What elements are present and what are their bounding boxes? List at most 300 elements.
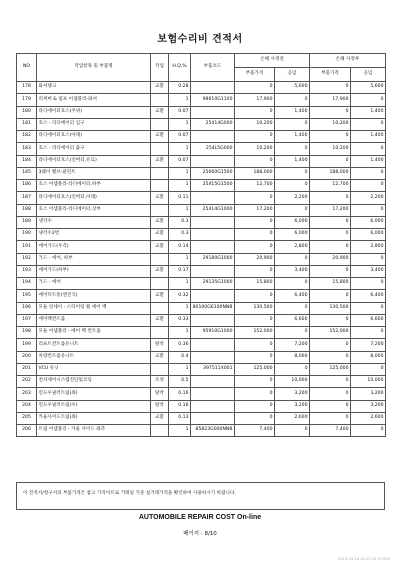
row-work: 교환 <box>151 290 169 302</box>
row-no: 185 <box>17 167 37 179</box>
row-after-labor: 0 <box>351 425 386 437</box>
row-no: 183 <box>17 143 37 155</box>
row-no: 191 <box>17 241 37 253</box>
row-before-labor: 0 <box>275 302 310 314</box>
row-before-labor: 3,200 <box>275 400 310 412</box>
row-after-parts-price: 188,000 <box>310 167 351 179</box>
row-part-code <box>191 400 235 412</box>
row-after-parts-price: 10,200 <box>310 143 351 155</box>
row-work <box>151 363 169 375</box>
table-row <box>17 376 386 388</box>
row-hq: 0.07 <box>169 155 191 167</box>
row-before-parts-price: 0 <box>235 192 275 204</box>
row-before-labor: 10,000 <box>275 376 310 388</box>
row-hq: 1 <box>169 253 191 265</box>
table-row <box>17 167 386 179</box>
row-after-labor: 7,200 <box>351 339 386 351</box>
row-part-code: 29180G1000 <box>191 253 235 265</box>
table-row <box>17 94 386 106</box>
row-hq: 1 <box>169 204 191 216</box>
row-hq: 1 <box>169 167 191 179</box>
table-row <box>17 82 386 94</box>
row-item: 윈도우필러트림(우) <box>37 400 151 412</box>
row-work <box>151 278 169 290</box>
row-hq: 0.14 <box>169 241 191 253</box>
header-work: 작업 <box>151 54 169 82</box>
row-work: 교환 <box>151 412 169 424</box>
row-hq: 0.3 <box>169 216 191 228</box>
row-work <box>151 327 169 339</box>
row-before-labor: 0 <box>275 327 310 339</box>
row-before-labor: 0 <box>275 143 310 155</box>
header-row-1 <box>17 54 386 68</box>
row-before-labor: 2,800 <box>275 241 310 253</box>
row-hq: 1 <box>169 425 191 437</box>
row-no: 178 <box>17 82 37 94</box>
row-item: 전자제어시스템진단및코딩 <box>37 376 151 388</box>
row-after-labor: 3,200 <box>351 400 386 412</box>
row-after-parts-price: 0 <box>310 290 351 302</box>
row-hq: 0.28 <box>169 82 191 94</box>
row-before-labor: 6,000 <box>275 229 310 241</box>
row-hq: 0.16 <box>169 388 191 400</box>
row-no: 182 <box>17 131 37 143</box>
row-item: VCU 유닛 <box>37 363 151 375</box>
row-work <box>151 94 169 106</box>
row-part-code: 85823G000NNB <box>191 425 235 437</box>
row-part-code <box>191 131 235 143</box>
row-no: 206 <box>17 425 37 437</box>
row-before-parts-price: 12,700 <box>235 180 275 192</box>
row-after-parts-price: 152,000 <box>310 327 351 339</box>
row-part-code <box>191 388 235 400</box>
row-no: 201 <box>17 363 37 375</box>
row-hq: 0.11 <box>169 192 191 204</box>
row-after-parts-price: 17,200 <box>310 204 351 216</box>
row-item: 트림 어셈블리 - 카울 사이드 좌측 <box>37 425 151 437</box>
row-after-labor: 0 <box>351 253 386 265</box>
row-before-parts-price: 188,000 <box>235 167 275 179</box>
table-row <box>17 400 386 412</box>
row-after-parts-price: 0 <box>310 229 351 241</box>
row-before-labor: 3,200 <box>275 388 310 400</box>
row-before-labor: 0 <box>275 363 310 375</box>
row-hq: 1 <box>169 180 191 192</box>
table-row <box>17 192 386 204</box>
row-after-parts-price: 7,400 <box>310 425 351 437</box>
row-no: 200 <box>17 351 37 363</box>
row-no: 192 <box>17 253 37 265</box>
row-work: 교환 <box>151 351 169 363</box>
row-after-parts-price: 125,000 <box>310 363 351 375</box>
header-before-parts-price: 부품가격 <box>235 68 275 82</box>
table-row <box>17 302 386 314</box>
row-after-labor: 10,000 <box>351 376 386 388</box>
row-before-labor: 1,400 <box>275 131 310 143</box>
page-number: 페이지 : 8/10 <box>183 531 217 537</box>
row-after-parts-price: 0 <box>310 106 351 118</box>
row-no: 196 <box>17 302 37 314</box>
row-no: 181 <box>17 118 37 130</box>
row-part-code <box>191 412 235 424</box>
row-after-parts-price: 0 <box>310 82 351 94</box>
row-no: 184 <box>17 155 37 167</box>
row-work: 교환 <box>151 106 169 118</box>
table-row <box>17 351 386 363</box>
table-row <box>17 314 386 326</box>
table-row <box>17 388 386 400</box>
table-row <box>17 327 386 339</box>
table-row <box>17 278 386 290</box>
row-before-parts-price: 0 <box>235 400 275 412</box>
row-before-parts-price: 15,800 <box>235 278 275 290</box>
estimate-table <box>16 53 386 437</box>
row-part-code: 29135G1000 <box>191 278 235 290</box>
row-after-labor: 0 <box>351 302 386 314</box>
row-hq: 1 <box>169 143 191 155</box>
row-before-labor: 6,400 <box>275 290 310 302</box>
row-after-parts-price: 0 <box>310 376 351 388</box>
row-before-labor: 1,400 <box>275 106 310 118</box>
header-no: NO <box>17 54 37 82</box>
row-no: 202 <box>17 376 37 388</box>
row-before-labor: 6,000 <box>275 216 310 228</box>
row-work: 교환 <box>151 265 169 277</box>
row-before-labor: 0 <box>275 118 310 130</box>
row-no: 189 <box>17 216 37 228</box>
row-before-labor: 3,400 <box>275 265 310 277</box>
row-hq: 0.3 <box>169 229 191 241</box>
row-no: 180 <box>17 106 37 118</box>
table-row <box>17 143 386 155</box>
table-row <box>17 216 386 228</box>
row-after-labor: 2,200 <box>351 192 386 204</box>
row-part-code: 25414G000 <box>191 118 235 130</box>
row-hq: 1 <box>169 327 191 339</box>
row-part-code <box>191 265 235 277</box>
table-row <box>17 180 386 192</box>
row-hq: 1 <box>169 278 191 290</box>
row-before-labor: 2,600 <box>275 412 310 424</box>
row-hq: 0.36 <box>169 339 191 351</box>
table-row <box>17 412 386 424</box>
row-item: 에어가드(우측) <box>37 241 151 253</box>
row-before-parts-price: 20,900 <box>235 253 275 265</box>
row-item: 라디에이터호스(인버터,유료) <box>37 155 151 167</box>
row-after-labor: 1,400 <box>351 106 386 118</box>
row-after-parts-price: 130,500 <box>310 302 351 314</box>
header-after-adjustment: 손해 사정후 <box>310 54 386 68</box>
row-after-labor: 2,600 <box>351 412 386 424</box>
row-item: 와셔탱크 <box>37 82 151 94</box>
row-after-parts-price: 0 <box>310 265 351 277</box>
row-part-code <box>191 229 235 241</box>
row-item: 호스 - 라디에이터 출구 <box>37 143 151 155</box>
header-after-parts-price: 부품가격 <box>310 68 351 82</box>
row-before-parts-price: 0 <box>235 376 275 388</box>
row-work: 교환 <box>151 192 169 204</box>
row-after-labor: 2,800 <box>351 241 386 253</box>
row-item: 가드 - 에어, 하부 <box>37 253 151 265</box>
row-after-parts-price: 0 <box>310 351 351 363</box>
disclaimer-note: 이 견적서/청구서의 부품가격은 참고 가격이므로 거래일 기준 실거래가격을 확인하여 사용하시기 바랍니다. <box>16 482 385 510</box>
row-before-parts-price: 7,400 <box>235 425 275 437</box>
row-hq: 0.16 <box>169 400 191 412</box>
row-before-labor: 0 <box>275 94 310 106</box>
row-no: 188 <box>17 204 37 216</box>
row-item: 모듈 어셈블리 - 에어 백 컨트롤 <box>37 327 151 339</box>
row-hq: 0.07 <box>169 131 191 143</box>
table-row <box>17 253 386 265</box>
row-part-code <box>191 351 235 363</box>
row-before-parts-price: 0 <box>235 155 275 167</box>
row-work <box>151 143 169 155</box>
row-part-code <box>191 155 235 167</box>
table-body <box>17 82 386 437</box>
row-part-code: 80100G6100NNB <box>191 302 235 314</box>
row-before-parts-price: 0 <box>235 412 275 424</box>
row-part-code: 397511X001 <box>191 363 235 375</box>
row-before-parts-price: 0 <box>235 265 275 277</box>
row-after-labor: 6,400 <box>351 290 386 302</box>
row-part-code: 254L5G000 <box>191 143 235 155</box>
row-after-labor: 8,000 <box>351 351 386 363</box>
row-after-labor: 0 <box>351 204 386 216</box>
row-item: 모듈 앗세이 - 스티어링 휠 에어 백 <box>37 302 151 314</box>
row-after-parts-price: 10,200 <box>310 118 351 130</box>
table-row <box>17 131 386 143</box>
row-item: 차량컨트롤유니트 <box>37 351 151 363</box>
row-before-parts-price: 0 <box>235 351 275 363</box>
row-after-labor: 6,000 <box>351 216 386 228</box>
row-no: 199 <box>17 339 37 351</box>
row-before-labor: 5,600 <box>275 82 310 94</box>
table-row <box>17 106 386 118</box>
row-after-labor: 0 <box>351 180 386 192</box>
row-after-labor: 0 <box>351 363 386 375</box>
table-row <box>17 118 386 130</box>
row-before-parts-price: 0 <box>235 216 275 228</box>
row-hq: 0.13 <box>169 412 191 424</box>
row-item: 윈도우필러트림(좌) <box>37 388 151 400</box>
row-work <box>151 302 169 314</box>
row-after-labor: 0 <box>351 143 386 155</box>
row-hq: 1 <box>169 363 191 375</box>
row-part-code <box>191 106 235 118</box>
table-row <box>17 229 386 241</box>
row-hq: 0.4 <box>169 351 191 363</box>
row-after-labor: 0 <box>351 167 386 179</box>
row-work: 교환 <box>151 155 169 167</box>
row-work: 탈착 <box>151 388 169 400</box>
row-no: 198 <box>17 327 37 339</box>
header-before-adjustment: 손해 사정전 <box>235 54 310 68</box>
table-row <box>17 425 386 437</box>
row-item: 리쩌버 & 펌프 어셈블리-와셔 <box>37 94 151 106</box>
row-work: 교환 <box>151 241 169 253</box>
table-row <box>17 155 386 167</box>
row-before-parts-price: 10,200 <box>235 118 275 130</box>
row-after-parts-price: 0 <box>310 155 351 167</box>
row-hq: 1 <box>169 94 191 106</box>
row-work <box>151 253 169 265</box>
row-before-parts-price: 0 <box>235 290 275 302</box>
row-item: 3웨이 밸브-쿨런트 <box>37 167 151 179</box>
row-part-code <box>191 216 235 228</box>
row-work <box>151 180 169 192</box>
row-after-parts-price: 0 <box>310 339 351 351</box>
row-no: 195 <box>17 290 37 302</box>
row-no: 193 <box>17 265 37 277</box>
row-before-parts-price: 0 <box>235 131 275 143</box>
row-after-parts-price: 20,900 <box>310 253 351 265</box>
row-after-labor: 1,400 <box>351 131 386 143</box>
row-hq: 1 <box>169 302 191 314</box>
row-before-labor: 7,200 <box>275 339 310 351</box>
row-before-labor: 0 <box>275 278 310 290</box>
header-after-labor: 공임 <box>351 68 386 82</box>
row-work <box>151 118 169 130</box>
row-before-parts-price: 152,000 <box>235 327 275 339</box>
row-before-parts-price: 125,000 <box>235 363 275 375</box>
row-work <box>151 204 169 216</box>
row-after-parts-price: 0 <box>310 400 351 412</box>
row-after-labor: 1,400 <box>351 155 386 167</box>
row-before-parts-price: 10,200 <box>235 143 275 155</box>
row-work: 교환 <box>151 82 169 94</box>
row-part-code: 98610G1100 <box>191 94 235 106</box>
row-hq: 0.5 <box>169 376 191 388</box>
row-after-parts-price: 0 <box>310 241 351 253</box>
row-before-parts-price: 0 <box>235 106 275 118</box>
row-part-code <box>191 339 235 351</box>
row-before-labor: 0 <box>275 253 310 265</box>
row-before-parts-price: 0 <box>235 339 275 351</box>
row-before-labor: 6,600 <box>275 314 310 326</box>
row-after-parts-price: 17,900 <box>310 94 351 106</box>
row-after-labor: 6,000 <box>351 229 386 241</box>
row-work: 탈착 <box>151 400 169 412</box>
row-work: 교환 <box>151 314 169 326</box>
row-hq: 0.32 <box>169 290 191 302</box>
row-after-labor: 3,400 <box>351 265 386 277</box>
row-after-parts-price: 0 <box>310 216 351 228</box>
row-no: 194 <box>17 278 37 290</box>
header-hq: H.Q.% <box>169 54 191 82</box>
row-no: 190 <box>17 229 37 241</box>
row-item: 에어백컨트롤 <box>37 314 151 326</box>
row-before-parts-price: 130,500 <box>235 302 275 314</box>
row-item: 가드 - 에어 <box>37 278 151 290</box>
row-item: 에어덕트통(엔진식) <box>37 290 151 302</box>
row-hq: 0.33 <box>169 314 191 326</box>
table-row <box>17 290 386 302</box>
row-no: 197 <box>17 314 37 326</box>
row-after-labor: 0 <box>351 94 386 106</box>
header-before-labor: 공임 <box>275 68 310 82</box>
row-after-parts-price: 12,700 <box>310 180 351 192</box>
row-item: 호스 어셈블리-라디에이터,하부 <box>37 180 151 192</box>
table-row <box>17 204 386 216</box>
row-after-parts-price: 0 <box>310 412 351 424</box>
row-before-labor: 0 <box>275 180 310 192</box>
row-hq: 0.07 <box>169 106 191 118</box>
row-before-labor: 0 <box>275 425 310 437</box>
row-item: 호스 - 라디에이터 입구 <box>37 118 151 130</box>
row-item: 호스 어셈블리-라디에이터,상부 <box>37 204 151 216</box>
row-no: 204 <box>17 400 37 412</box>
row-work <box>151 425 169 437</box>
row-no: 186 <box>17 180 37 192</box>
row-after-parts-price: 0 <box>310 314 351 326</box>
row-part-code <box>191 192 235 204</box>
row-after-parts-price: 0 <box>310 131 351 143</box>
row-item: 라디에이터호스(아래) <box>37 131 151 143</box>
document-title: 보험수리비 견적서 <box>157 34 243 45</box>
row-after-labor: 0 <box>351 327 386 339</box>
row-after-parts-price: 0 <box>310 388 351 400</box>
table-row <box>17 339 386 351</box>
row-no: 205 <box>17 412 37 424</box>
row-part-code: 25414G1000 <box>191 204 235 216</box>
footer-title: AUTOMOBILE REPAIR COST On-line <box>138 514 262 521</box>
row-work <box>151 167 169 179</box>
row-before-parts-price: 0 <box>235 388 275 400</box>
table-row <box>17 241 386 253</box>
row-part-code <box>191 290 235 302</box>
row-item: 냉각수2번 <box>37 229 151 241</box>
row-work: 교환 <box>151 229 169 241</box>
row-part-code: 95910G1000 <box>191 327 235 339</box>
row-before-labor: 8,000 <box>275 351 310 363</box>
row-hq: 0.17 <box>169 265 191 277</box>
row-before-parts-price: 0 <box>235 229 275 241</box>
row-after-parts-price: 0 <box>310 192 351 204</box>
row-work: 조정 <box>151 376 169 388</box>
row-part-code: 25660G1500 <box>191 167 235 179</box>
row-no: 187 <box>17 192 37 204</box>
row-item: 라디에이터호스(주위) <box>37 106 151 118</box>
row-item: 냉각수 <box>37 216 151 228</box>
row-after-labor: 3,200 <box>351 388 386 400</box>
row-after-labor: 0 <box>351 278 386 290</box>
row-after-labor: 0 <box>351 118 386 130</box>
row-part-code: 25415G1500 <box>191 180 235 192</box>
row-before-parts-price: 0 <box>235 314 275 326</box>
row-part-code <box>191 241 235 253</box>
row-part-code <box>191 376 235 388</box>
row-before-labor: 1,400 <box>275 155 310 167</box>
row-part-code <box>191 82 235 94</box>
row-before-labor: 0 <box>275 204 310 216</box>
row-after-parts-price: 15,800 <box>310 278 351 290</box>
row-item: 에어가드(하부) <box>37 265 151 277</box>
row-before-labor: 2,200 <box>275 192 310 204</box>
row-no: 179 <box>17 94 37 106</box>
header-part-code: 부품코드 <box>191 54 235 82</box>
row-after-labor: 5,600 <box>351 82 386 94</box>
row-work: 교환 <box>151 216 169 228</box>
header-item: 작업항목 및 부품명 <box>37 54 151 82</box>
row-hq: 1 <box>169 118 191 130</box>
row-after-labor: 6,600 <box>351 314 386 326</box>
row-before-parts-price: 0 <box>235 241 275 253</box>
row-work: 교환 <box>151 131 169 143</box>
table-row <box>17 363 386 375</box>
row-item: 리프트컨트롤유니트 <box>37 339 151 351</box>
row-part-code <box>191 314 235 326</box>
row-no: 203 <box>17 388 37 400</box>
